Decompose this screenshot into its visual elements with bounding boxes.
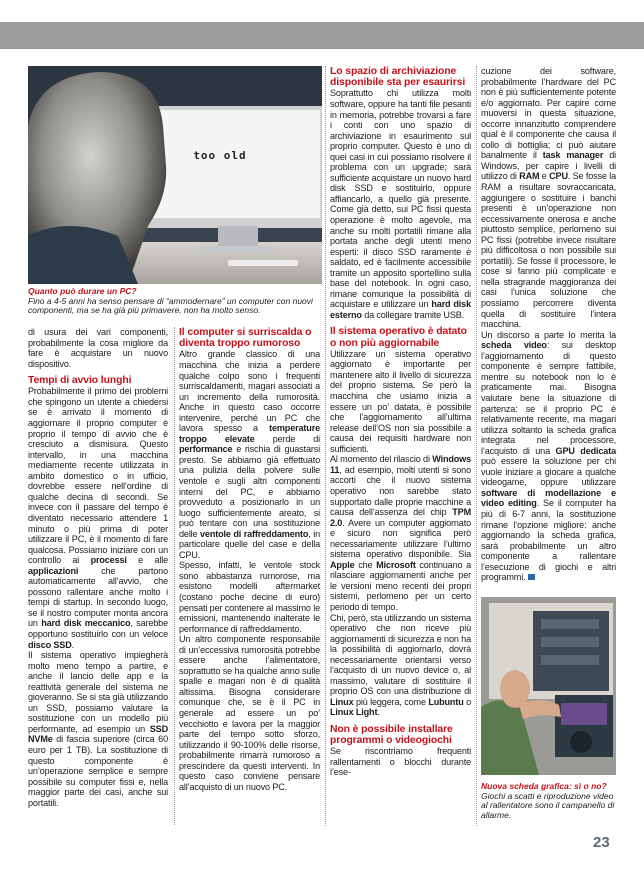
- col3-paragraph-4: Chi, però, sta utilizzando un sistema operativo che non riceve più aggiornamenti di sicurezza e non ha la possibilità di aggiornarlo, dovrà necessariamente orientarsi verso l’acquisto di un nuovo device o, al massimo, valutare di sostituire il proprio OS con una distribuzione di Linux più leggera, come Lubuntu o Linux Light.: [330, 612, 471, 718]
- header-bar: [0, 22, 644, 49]
- photo2-caption: [481, 782, 618, 821]
- photo2-caption-body: Giochi a scatti e riproduzione video al rallentatore sono il campanello di allarme.: [481, 790, 615, 821]
- col4-paragraph-1: cuzione dei software, probabilmente l’hardware del PC non è più sufficientemente potente e/o aggiornato. Per capire come muoversi in questa situazione, occorre innanzitutto comprendere qual è il componente che causa il collo di bottiglia; ci può aiutare banalmente il task manager di Windows, per capire i livelli di utilizzo di RAM e CPU. Se fosse la RAM a risultare sovraccaricata, aggiungere o sostituire i banchi presenti è un’operazione non eccessivamente onerosa e anche piuttosto semplice, perlomeno sui PC fissi (potrebbe invece risultare più difficoltosa o non possibile sui portatili). Se fosse il processore, le cose si fanno più complicate e nella stragrande maggioranza dei casi l’unica soluzione che possiamo percorrere diventa quella di sostituire l’intera macchina.: [481, 66, 616, 330]
- col1-paragraph-1: Probabilmente il primo dei problemi che spingono un utente a chiedersi se è arrivato il momento di aggiornare il proprio computer è proprio il tempo di avvio che è cresciuto a dismisura. Questo intervallo, in una macchina mediamente recente utilizzata in ambito domestico o in ufficio, dovrebbe essere nell’ordine di qualche decina di secondi. Se invece con il passare del tempo è diventato necessario attendere 1 minuto o più prima di poter utilizzare il PC, è il momento di fare qualcosa. Possiamo iniziare con un controllo ai processi e alle applicazioni che partono automaticamente all’avvio, che possono rallentare anche molto i tempi di startup. In secondo luogo, se il nostro computer monta ancora un hard disk meccanico, sarebbe opportuno sostituirlo con un veloce disco SSD.: [28, 386, 168, 650]
- col3-heading-2: Il sistema operativo è datato o non più aggiornabile: [330, 326, 467, 349]
- column-2: [179, 327, 320, 792]
- column-separator-2: [325, 66, 326, 826]
- column-1: [28, 327, 168, 808]
- col3-paragraph-3: Al momento del rilascio di Windows 11, ad esempio, molti utenti si sono accorti che il nuovo sistema operativo non sarebbe stato supportato dalle proprie macchine a causa dell’assenza del chip TPM 2.0. Avere un computer aggiornato e sicuro non significa però necessariamente utilizzare l’ultimo sistema operativo disponibile. Sia Apple che Microsoft continuano a rilasciare aggiornamenti anche per le versioni meno recenti dei propri sistemi, perlomeno per un certo periodo di tempo.: [330, 454, 471, 612]
- col3-paragraph-5: Se riscontriamo frequenti rallentamenti o blocchi durante l’ese-: [330, 746, 471, 778]
- column-3: [330, 66, 471, 778]
- photo2-caption-title: Nuova scheda grafica: sì o no?: [481, 781, 607, 791]
- photo-graphics-card-install: [481, 597, 616, 775]
- photo1-caption-title: Quanto può durare un PC?: [28, 286, 137, 296]
- column-separator-1: [174, 327, 175, 825]
- man-monitor-illustration: [28, 66, 322, 284]
- col1-heading: Tempi di avvio lunghi: [28, 375, 132, 387]
- column-4: [481, 66, 616, 583]
- col3-heading-3: Non è possibile installare programmi o videogiochi: [330, 723, 453, 747]
- col3-paragraph-2: Utilizzare un sistema operativo aggiornato è importante per mantenere alto il livello di sicurezza del proprio sistema. Se però la macchina che usiamo inizia a essere un po’ datata, è possibile che l’aggiornamento all’ultima release dell’OS non sia possibile a causa dei requisiti hardware non sufficienti.: [330, 348, 471, 454]
- col3-heading-1: Lo spazio di archiviazione disponibile sta per esaurirsi: [330, 66, 466, 89]
- col2-paragraph-1: Altro grande classico di una macchina che inizia a perdere qualche colpo sono i frequenti surriscaldamenti, magari associati a un incremento della rumorosità. Anche in questo caso occorre intervenire, perché un PC che lavora spesso a temperature troppo elevate perde di performance e rischia di guastarsi presto. Se abbiamo già effettuato una pulizia della polvere sulle ventole e sugli altri componenti interni del PC, e abbiamo provveduto a posizionarlo in un luogo sufficientemente areato, si può tentare con una sostituzione delle ventole di raffreddamento, in particolare quelle del case e della CPU.: [179, 349, 321, 560]
- col2-heading: Il computer si surriscalda o diventa troppo rumoroso: [179, 327, 312, 350]
- col1-intro: di usura dei vari componenti, probabilmente la cosa migliore da fare è acquistare un nuovo dispositivo.: [28, 327, 168, 369]
- col4-paragraph-2: Un discorso a parte lo merita la scheda video: sui desktop l’aggiornamento di questo componente è sempre fattibile, mentre su notebook non lo è praticamente mai. Bisogna valutare bene la situazione di partenza: se il proprio PC è relativamente recente, ma magari utilizza soltanto la scheda grafica integrata nel processore, l’acquisto di una GPU dedicata può essere la soluzione per chi vuole iniziare a giocare a qualche videogame, oppure utilizzare software di modellazione e video editing. Se il computer ha più di 6-7 anni, la sostituzione rimane l’opzione migliore: anche aggiornando la scheda grafica, sarà probabilmente un altro componente a rallentare l’esecuzione di giochi e altri programmi.: [481, 329, 616, 583]
- photo1-caption: [28, 287, 324, 316]
- col2-paragraph-3: Un altro componente responsabile di un’eccessiva rumorosità potrebbe essere anche l’alimentatore, soprattutto se ha qualche anno sulle spalle e magari non è di qualità altissima. Bisogna considerare comunque che, se è il PC in generale ad essere un po’ vecchiotto e lavora per la maggior parte del tempo sotto sforzo, utilizzando il 90-100% delle risorse, probabilmente rimarrà rumoroso a prescindere da questi interventi. In questo caso conviene pensare all’acquisto di un nuovo PC.: [179, 634, 320, 792]
- monitor-screen-text: too old: [193, 149, 247, 162]
- photo-man-monitor: [28, 66, 322, 284]
- col3-paragraph-1: Soprattutto chi utilizza molti software, oppure ha tanti file pesanti in memoria, potrebbe trovarsi a fare i conti con uno spazio di archiviazione in esaurimento sul proprio computer. Questo è uno di quei casi in cui possiamo risolvere il problema con un upgrade; sarà sufficiente acquistare un nuovo hard disk SSD e sostituirlo, oppure affiancarlo, a quello già presente. Come già detto, sui PC fissi questa operazione è molto agevole, ma anche su molti portatili rimane alla portata anche degli utenti meno esperti: il disco SSD raramente è saldato, ed è facilmente accessibile tramite un apposito sportellino sulla base del notebook. In ogni caso, rimane comunque la possibilità di acquistare e utilizzare un hard disk esterno da collegare tramite USB.: [330, 88, 471, 320]
- col2-paragraph-2: Spesso, infatti, le ventole stock sono abbastanza rumorose, ma esistono modelli aftermarket (costano poche decine di euro) pensati per contenere al massimo le emissioni, mantenendo inalterate le performance di raffreddamento.: [179, 560, 320, 634]
- pc-interior-illustration: [481, 597, 616, 775]
- page-number: 23: [593, 834, 610, 851]
- end-of-article-icon: [528, 574, 535, 580]
- photo1-caption-body: Fino a 4-5 anni ha senso pensare di “ammodernare” un computer con nuovi componenti, ma se ha già più primavere, non ha molto senso.: [28, 295, 313, 316]
- col1-paragraph-2: Il sistema operativo impiegherà molto meno tempo a partire, e anche il lancio delle app e la reattività generale del sistema ne gioveranno. Se si sta già utilizzando un SSD, possiamo valutare la sostituzione con un modello più performante, ad esempio un SSD NVMe di fascia superiore (circa 60 euro per 1 TB). La sostituzione di questo componente è un’operazione semplice e sempre possibile su computer fissi e, nella maggior parte dei casi, anche sui portatili.: [28, 650, 168, 808]
- column-separator-3: [476, 66, 477, 826]
